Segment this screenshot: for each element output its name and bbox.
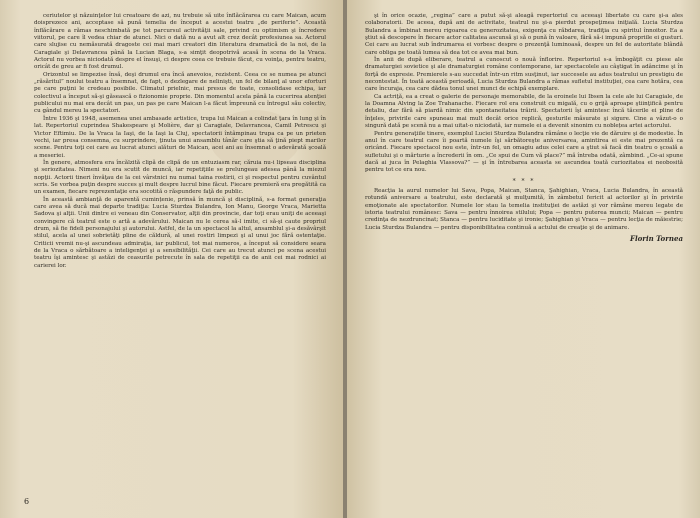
page-number: 6 xyxy=(24,497,30,506)
right-text-column xyxy=(365,13,683,242)
closing-paragraph: Reacţia la aurul numelor lui Sava, Popa, Maican, Stanca, Şahighian, Vraca, Lucia Bulandra, în această rotundă aniversare a teatrului, este declarată şi mulţumită, în zâmbetul fericit al actorilor şi în privirile emoţionate ale spectatorilor. Numele lor stau la temelia instituţiei de astăzi şi vor rămâne mereu legate de istoria teatrului românesc: Sava — pentru înnoirea stilului; Popa — pentru puterea muncii; Maican — pentru credinţa de nezdruncinat; Stanca — pentru luciditate şi ironie; Şahighian şi Vraca — pentru lecţia de măiestrie; Lucia Sturdza Bulandra — pentru disponibilitatea continuă a actului de creaţie şi de animare. xyxy=(365,187,683,231)
section-separator: * * * xyxy=(512,177,536,185)
right-paragraph: Ca actriţă, ea a creat o galerie de personaje memorabile, de la eroinele lui Ibsen la cele ale lui Caragiale, de la Doamna Alving la Zoe Trahanache. Fiecare rol era construit cu migală, cu o grijă aproape ştiinţifică pentru detaliu, dar fără să piardă nimic din spontaneitatea trăirii. Spectatorii îşi amintesc încă tăcerile ei pline de înţeles, privirile care spuneau mai mult decât orice replică, gesturile măsurate şi sigure. Cine a văzut-o o singură dată pe scenă nu a mai uitat-o niciodată, iar numele ei a devenit sinonim cu noblețea artei actorului. xyxy=(365,93,683,130)
left-page xyxy=(0,0,344,518)
right-paragraph: şi în orice ocazie, „regina” care a putut să-şi aleagă repertoriul cu aceeaşi libertate cu care şi-a ales colaboratorii. De aceea, după ani de activitate, teatrul nu şi-a pierdut prospeţimea iniţială. Lucia Sturdza Bulandra a îmbinat mereu rigoarea cu generozitatea, exigenţa cu răbdarea, tradiţia cu spiritul înnoitor. Ea a ştiut să descopere în fiecare actor calitatea ascunsă şi să o pună în valoare, fără să-i impună propriile ei gusturi. Cei care au lucrat sub îndrumarea ei vorbesc despre o prezenţă luminoasă, despre un fel de autoritate blândă care obliga pe toată lumea să dea tot ce avea mai bun. xyxy=(365,13,683,56)
left-paragraph: În această ambianţă de aparentă cumințenie, prinsă în muncă şi disciplină, s-a format generaţia care avea să ducă mai departe tradiţia: Lucia Sturdza Bulandra, Ion Manu, George Vraca, Marietta Sadova şi alţii. Unii dintre ei veneau din Conservator, alţii din provincie, dar toţi erau uniţi de aceeaşi convingere că teatrul este o artă a adevărului. Maican nu le cerea să-l imite, ci să-şi caute propriul drum, să fie fideli personajului şi autorului. Astfel, de la un spectacol la altul, ansamblul şi-a desăvârşit stilul, acela al unei sobrietăţi pline de căldură, al unei rostiri limpezi şi al unui joc fără ostentaţie. Criticii vremii nu-şi ascundeau admiraţia, iar publicul, tot mai numeros, a început să considere seara de la Vraca o sărbătoare a inteligenţei şi a sensibilităţii. Cei care au trecut atunci pe scena acestui teatru îşi amintesc şi astăzi de ceasurile petrecute în sala de repetiţii ca de anii cei mai rodnici ai carierei lor. xyxy=(34,196,326,269)
left-paragraph: În genere, atmosfera era încălzită clipă de clipă de un entuziasm rar, căruia nu-i lipseau disciplina şi seriozitatea. Nimeni nu era scutit de muncă, iar repetiţiile se prelungeau adesea până la miezul nopţii. Actorii tineri învăţau de la cei vârstnici nu numai taina rostirii, ci şi respectul pentru cuvântul scris. Se vorbea puţin despre succes şi mult despre lucrul bine făcut. Fiecare premieră era pregătită ca un examen, fiecare reprezentaţie era socotită o răspundere faţă de public. xyxy=(34,159,327,196)
right-paragraph: Pentru generaţiile tinere, exemplul Luciei Sturdza Bulandra rămâne o lecţie vie de dăruire şi de modestie. În anul în care teatrul care îi poartă numele îşi sărbătoreşte aniversarea, amintirea ei este mai prezentă ca oricând. Fiecare spectacol nou este, într-un fel, un omagiu adus celei care a ştiut să facă din teatru o şcoală a sufletului şi o mărturie a încrederii în om. „Ce spui de Cum vă place?” mă întreba odată, zâmbind. „Ce-ai spune dacă ai juca în Pelaghia Vlassova?” — şi în întrebarea aceasta se ascundea toată curiozitatea ei neobosită pentru tot ce era nou. xyxy=(365,130,683,174)
left-paragraph: ceriutelor şi năzuinţelor lui creatoare de azi, nu trebuie să uite înflăcărarea cu care Maican, acum doisprezece ani, acceptase să pună temelia de început a acestui teatru „de periferie”. Această înflăcărare a rămas neschimbată pe tot parcursul activităţii sale, privind cu optimism şi încredere viitorul, pe care îl vedea chiar de atunci. Nici o dată nu a avut alt crez decât profesiunea sa. Actorul care slujise cu nemăsurată dragoste cei mai mari creatori din literatura dramatică de la noi, de la Caragiale şi Delavrancea până la Lucian Blaga, s-a simţit deopotrivă acasă în scena de la Vraca. Actorul nu vorbea niciodată despre el însuşi, ci despre ceea ce trebuie făcut, cu voinţa, pentru teatru, oricât de greu ar fi fost drumul. xyxy=(34,13,326,71)
right-page xyxy=(347,0,700,518)
author-byline: Florin Tornea xyxy=(629,233,683,243)
right-paragraph: În anii de după eliberare, teatrul a cunoscut o nouă înflorire. Repertoriul s-a îmbogăţit cu piese ale dramaturgiei sovietice şi ale dramaturgiei române contemporane, iar spectacolele au câştigat în adâncime şi în forţă de expresie. Premierele s-au succedat într-un ritm susţinut, iar succesele au adus teatrului un prestigiu de necontestat. În toată această perioadă, Lucia Sturdza Bulandra a rămas sufletul instituţiei, cea care hotăra, cea care încuraja, cea care dădea tonul unei munci de echipă exemplare. xyxy=(365,57,683,93)
left-text-column xyxy=(34,13,326,270)
left-paragraph: Orizontul se limpezise însă, deşi drumul era încă anevoios, rezistent. Ceea ce se numea pe atunci „răsăritul” noului teatru a însemnat, de fapt, o dezlegare de nelinişti, un fel de bilanţ al unor eforturi pe care puţini le credeau posibile. Climatul prielnic, mai presus de toate, consolidase echipa, iar colectivul a început să-şi găsească o fizionomie proprie. Din momentul acela până la cucerirea atenţiei publicului nu mai era decât un pas, un pas pe care Maican l-a făcut împreună cu întregul său colectiv, cu gândul mereu la spectatori. xyxy=(34,71,326,115)
left-paragraph: Între 1936 şi 1948, asemenea unei ambasade artistice, trupa lui Maican a colindat ţara în lung şi în lat. Repertoriul cuprindea Shakespeare şi Molière, dar şi Caragiale, Delavrancea, Camil Petrescu şi Victor Eftimiu. De la Vraca la Iaşi, de la Iaşi la Cluj, spectatorii întâmpinau trupa ca pe un prieten vechi, iar presa consemna, cu surprindere, ţinuta unui ansamblu tânăr care ştia să ţină piept marilor scene. Pentru toţi cei care au lucrat atunci alături de Maican, acei ani au însemnat o adevărată şcoală a meseriei. xyxy=(34,115,326,159)
